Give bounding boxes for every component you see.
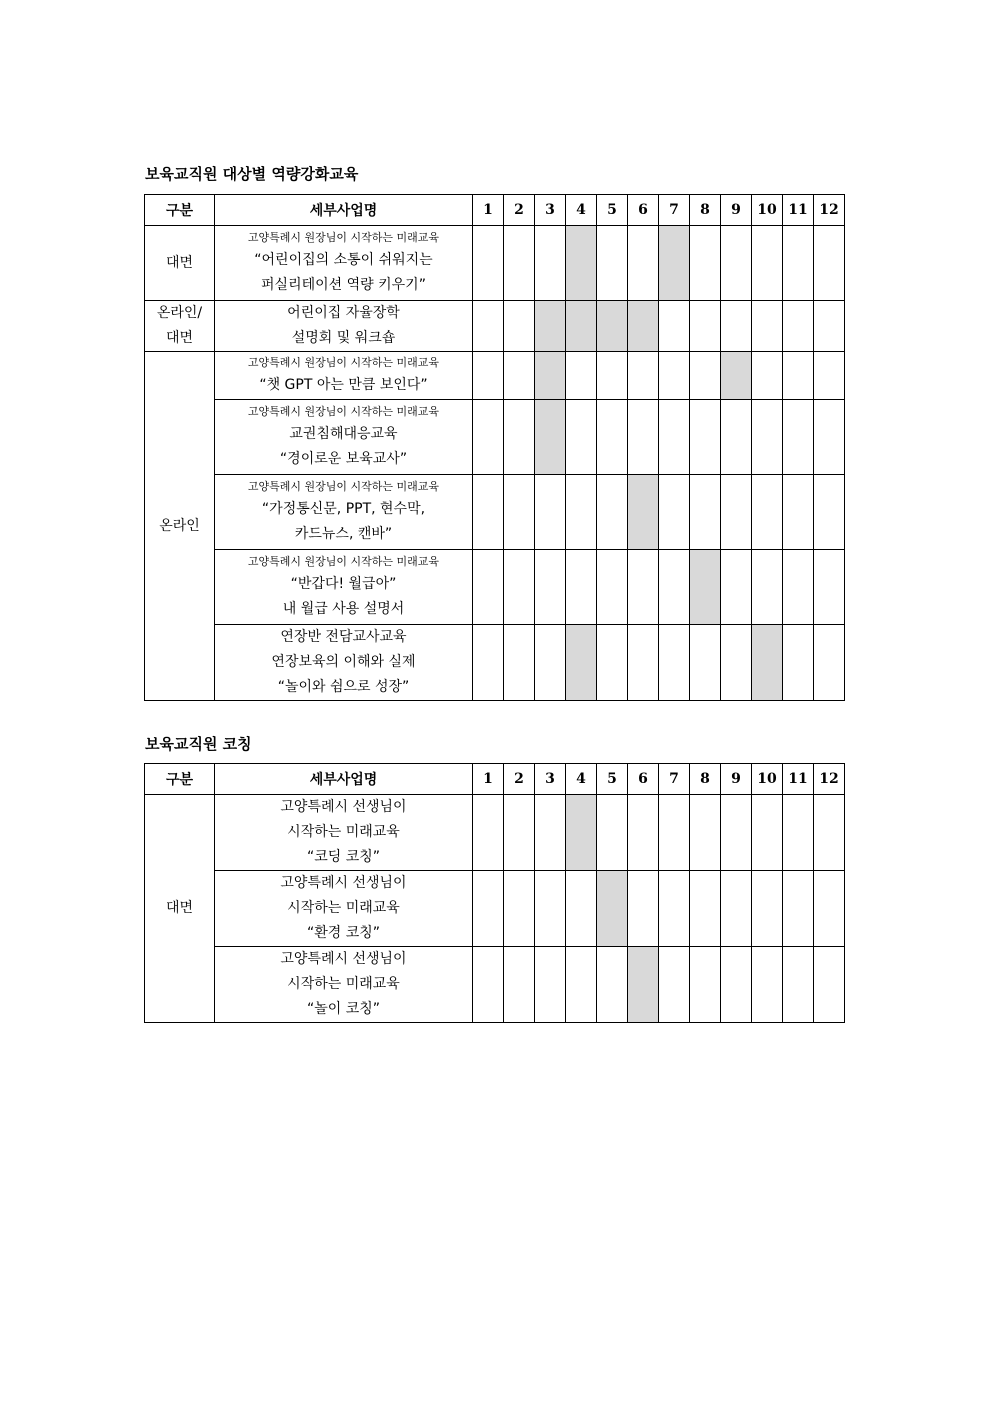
project-line: 시작하는 미래교육	[287, 976, 400, 992]
month-cell	[690, 226, 721, 301]
project-line: 카드뉴스, 캔바”	[294, 526, 393, 542]
month-cell-scheduled	[628, 475, 659, 550]
table-row	[145, 352, 845, 400]
table-row	[145, 795, 845, 871]
project-cell	[215, 301, 473, 352]
month-cell	[628, 795, 659, 871]
project-line: “경이로운 보육교사”	[279, 451, 408, 467]
category-label: 대면	[165, 900, 194, 916]
month-cell	[752, 475, 783, 550]
header-row	[145, 764, 845, 795]
category-cell	[145, 795, 215, 1023]
month-cell	[473, 550, 504, 625]
month-cell	[566, 400, 597, 475]
project-line: “놀이와 쉼으로 성장”	[277, 679, 410, 695]
project-cell	[215, 871, 473, 947]
header-project: 세부사업명	[215, 195, 473, 226]
month-cell-scheduled	[535, 400, 566, 475]
header-month: 1	[473, 764, 504, 795]
month-cell	[721, 400, 752, 475]
month-cell	[473, 871, 504, 947]
header-category: 구분	[145, 195, 215, 226]
month-cell	[597, 226, 628, 301]
project-subtitle: 고양특례시 원장님이 시작하는 미래교육	[247, 405, 440, 418]
header-month: 9	[721, 764, 752, 795]
project-cell	[215, 625, 473, 701]
month-cell	[566, 947, 597, 1023]
header-month: 3	[535, 195, 566, 226]
month-cell	[473, 947, 504, 1023]
training-schedule-table	[144, 194, 845, 701]
project-cell	[215, 400, 473, 475]
header-month: 10	[752, 764, 783, 795]
month-cell	[597, 400, 628, 475]
month-cell-scheduled	[597, 301, 628, 352]
header-month: 12	[814, 764, 845, 795]
month-cell	[597, 352, 628, 400]
header-month: 8	[690, 195, 721, 226]
project-line: 고양특례시 선생님이	[280, 799, 407, 815]
month-cell	[535, 947, 566, 1023]
month-cell	[659, 352, 690, 400]
month-cell	[752, 795, 783, 871]
header-project: 세부사업명	[215, 764, 473, 795]
header-month: 11	[783, 195, 814, 226]
header-month: 11	[783, 764, 814, 795]
month-cell-scheduled	[535, 352, 566, 400]
month-cell	[535, 475, 566, 550]
header-month: 2	[504, 195, 535, 226]
project-line: “어린이집의 소통이 쉬워지는	[254, 252, 433, 268]
project-line: “환경 코칭”	[306, 925, 381, 941]
month-cell-scheduled	[659, 226, 690, 301]
project-cell	[215, 795, 473, 871]
project-cell	[215, 352, 473, 400]
month-cell	[783, 550, 814, 625]
month-cell	[504, 301, 535, 352]
month-cell	[752, 352, 783, 400]
table-row	[145, 871, 845, 947]
month-cell	[752, 947, 783, 1023]
category-cell	[145, 226, 215, 301]
project-line: 교권침해대응교육	[289, 426, 398, 442]
month-cell	[752, 550, 783, 625]
month-cell	[504, 352, 535, 400]
header-month: 12	[814, 195, 845, 226]
month-cell	[690, 301, 721, 352]
month-cell	[597, 625, 628, 701]
project-line: “코딩 코칭”	[306, 849, 381, 865]
month-cell	[473, 475, 504, 550]
month-cell	[814, 947, 845, 1023]
month-cell	[504, 226, 535, 301]
month-cell	[504, 475, 535, 550]
project-line: 내 월급 사용 설명서	[282, 601, 405, 617]
month-cell	[566, 550, 597, 625]
month-cell	[783, 947, 814, 1023]
month-cell-scheduled	[566, 301, 597, 352]
month-cell	[659, 625, 690, 701]
month-cell	[752, 301, 783, 352]
header-month: 7	[659, 195, 690, 226]
month-cell	[473, 301, 504, 352]
month-cell-scheduled	[566, 795, 597, 871]
month-cell	[628, 352, 659, 400]
month-cell	[752, 226, 783, 301]
month-cell	[597, 550, 628, 625]
project-subtitle: 고양특례시 원장님이 시작하는 미래교육	[247, 356, 440, 369]
header-month: 2	[504, 764, 535, 795]
month-cell	[504, 625, 535, 701]
header-month: 6	[628, 764, 659, 795]
month-cell-scheduled	[628, 301, 659, 352]
month-cell	[783, 400, 814, 475]
project-line: 연장반 전담교사교육	[280, 629, 407, 645]
month-cell	[597, 795, 628, 871]
month-cell-scheduled	[628, 947, 659, 1023]
month-cell	[504, 400, 535, 475]
section1-title: 보육교직원 대상별 역량강화교육	[145, 165, 359, 183]
month-cell	[566, 871, 597, 947]
header-month: 4	[566, 764, 597, 795]
project-cell	[215, 475, 473, 550]
month-cell	[535, 625, 566, 701]
header-month: 5	[597, 195, 628, 226]
month-cell	[814, 352, 845, 400]
month-cell	[597, 947, 628, 1023]
month-cell	[783, 301, 814, 352]
header-month: 8	[690, 764, 721, 795]
month-cell-scheduled	[566, 226, 597, 301]
month-cell	[690, 947, 721, 1023]
month-cell	[628, 625, 659, 701]
month-cell	[659, 550, 690, 625]
category-cell	[145, 301, 215, 352]
month-cell	[783, 226, 814, 301]
month-cell	[783, 475, 814, 550]
month-cell	[752, 400, 783, 475]
project-line: “챗 GPT 아는 만큼 보인다”	[259, 377, 428, 393]
month-cell	[628, 400, 659, 475]
month-cell	[504, 947, 535, 1023]
project-subtitle: 고양특례시 원장님이 시작하는 미래교육	[247, 231, 440, 244]
month-cell	[814, 301, 845, 352]
month-cell-scheduled	[690, 550, 721, 625]
header-row	[145, 195, 845, 226]
category-label: 대면	[165, 254, 194, 271]
header-month: 7	[659, 764, 690, 795]
month-cell	[721, 475, 752, 550]
month-cell	[721, 550, 752, 625]
project-subtitle: 고양특례시 원장님이 시작하는 미래교육	[247, 555, 440, 568]
month-cell	[628, 550, 659, 625]
header-month: 5	[597, 764, 628, 795]
month-cell-scheduled	[535, 301, 566, 352]
section2-title: 보육교직원 코칭	[145, 735, 252, 753]
month-cell	[690, 871, 721, 947]
month-cell	[721, 871, 752, 947]
category-cell	[145, 352, 215, 701]
month-cell	[659, 475, 690, 550]
month-cell	[473, 400, 504, 475]
project-line: 시작하는 미래교육	[287, 824, 400, 840]
month-cell-scheduled	[597, 871, 628, 947]
month-cell	[659, 947, 690, 1023]
table-row	[145, 400, 845, 475]
month-cell	[814, 475, 845, 550]
month-cell	[690, 625, 721, 701]
month-cell	[721, 947, 752, 1023]
month-cell-scheduled	[566, 625, 597, 701]
project-line: 어린이집 자율장학	[287, 305, 400, 321]
project-line: 연장보육의 이해와 실제	[271, 654, 416, 670]
project-cell	[215, 550, 473, 625]
month-cell	[504, 550, 535, 625]
month-cell	[535, 226, 566, 301]
category-label: 온라인	[159, 517, 200, 534]
month-cell	[566, 475, 597, 550]
header-month: 1	[473, 195, 504, 226]
table-row	[145, 550, 845, 625]
project-line: 고양특례시 선생님이	[280, 951, 407, 967]
month-cell	[473, 625, 504, 701]
project-subtitle: 고양특례시 원장님이 시작하는 미래교육	[247, 480, 440, 493]
project-line: 설명회 및 워크숍	[291, 330, 396, 346]
project-line: “반갑다! 월급아”	[290, 576, 397, 592]
table-row	[145, 625, 845, 701]
month-cell	[721, 795, 752, 871]
month-cell	[783, 625, 814, 701]
month-cell	[783, 795, 814, 871]
month-cell	[814, 871, 845, 947]
month-cell	[814, 795, 845, 871]
project-line: “가정통신문, PPT, 현수막,	[261, 501, 426, 517]
month-cell	[752, 871, 783, 947]
month-cell	[659, 871, 690, 947]
month-cell	[566, 352, 597, 400]
month-cell	[628, 871, 659, 947]
month-cell	[814, 400, 845, 475]
project-cell	[215, 226, 473, 301]
month-cell	[628, 226, 659, 301]
month-cell	[504, 871, 535, 947]
project-line: 시작하는 미래교육	[287, 900, 400, 916]
month-cell	[721, 625, 752, 701]
table-row	[145, 301, 845, 352]
month-cell	[535, 871, 566, 947]
month-cell	[473, 795, 504, 871]
header-month: 4	[566, 195, 597, 226]
project-line: 고양특례시 선생님이	[280, 875, 407, 891]
header-month: 3	[535, 764, 566, 795]
month-cell	[814, 226, 845, 301]
month-cell	[690, 795, 721, 871]
month-cell	[721, 301, 752, 352]
month-cell-scheduled	[721, 352, 752, 400]
coaching-schedule-table	[144, 763, 845, 1023]
month-cell	[814, 625, 845, 701]
month-cell	[473, 226, 504, 301]
header-month: 6	[628, 195, 659, 226]
table-row	[145, 947, 845, 1023]
header-month: 9	[721, 195, 752, 226]
project-line: 퍼실리테이션 역량 키우기”	[261, 277, 426, 293]
month-cell	[473, 352, 504, 400]
month-cell	[659, 301, 690, 352]
month-cell	[504, 795, 535, 871]
month-cell	[597, 475, 628, 550]
month-cell	[721, 226, 752, 301]
table-row	[145, 226, 845, 301]
month-cell	[535, 550, 566, 625]
month-cell	[690, 400, 721, 475]
project-line: “놀이 코칭”	[306, 1001, 381, 1017]
month-cell	[659, 400, 690, 475]
header-category: 구분	[145, 764, 215, 795]
header-month: 10	[752, 195, 783, 226]
project-cell	[215, 947, 473, 1023]
table-row	[145, 475, 845, 550]
month-cell	[659, 795, 690, 871]
category-label: 대면	[165, 330, 194, 346]
month-cell	[783, 352, 814, 400]
month-cell	[690, 475, 721, 550]
category-label: 온라인/	[156, 305, 203, 321]
month-cell	[535, 795, 566, 871]
month-cell	[783, 871, 814, 947]
month-cell	[814, 550, 845, 625]
month-cell-scheduled	[752, 625, 783, 701]
month-cell	[690, 352, 721, 400]
